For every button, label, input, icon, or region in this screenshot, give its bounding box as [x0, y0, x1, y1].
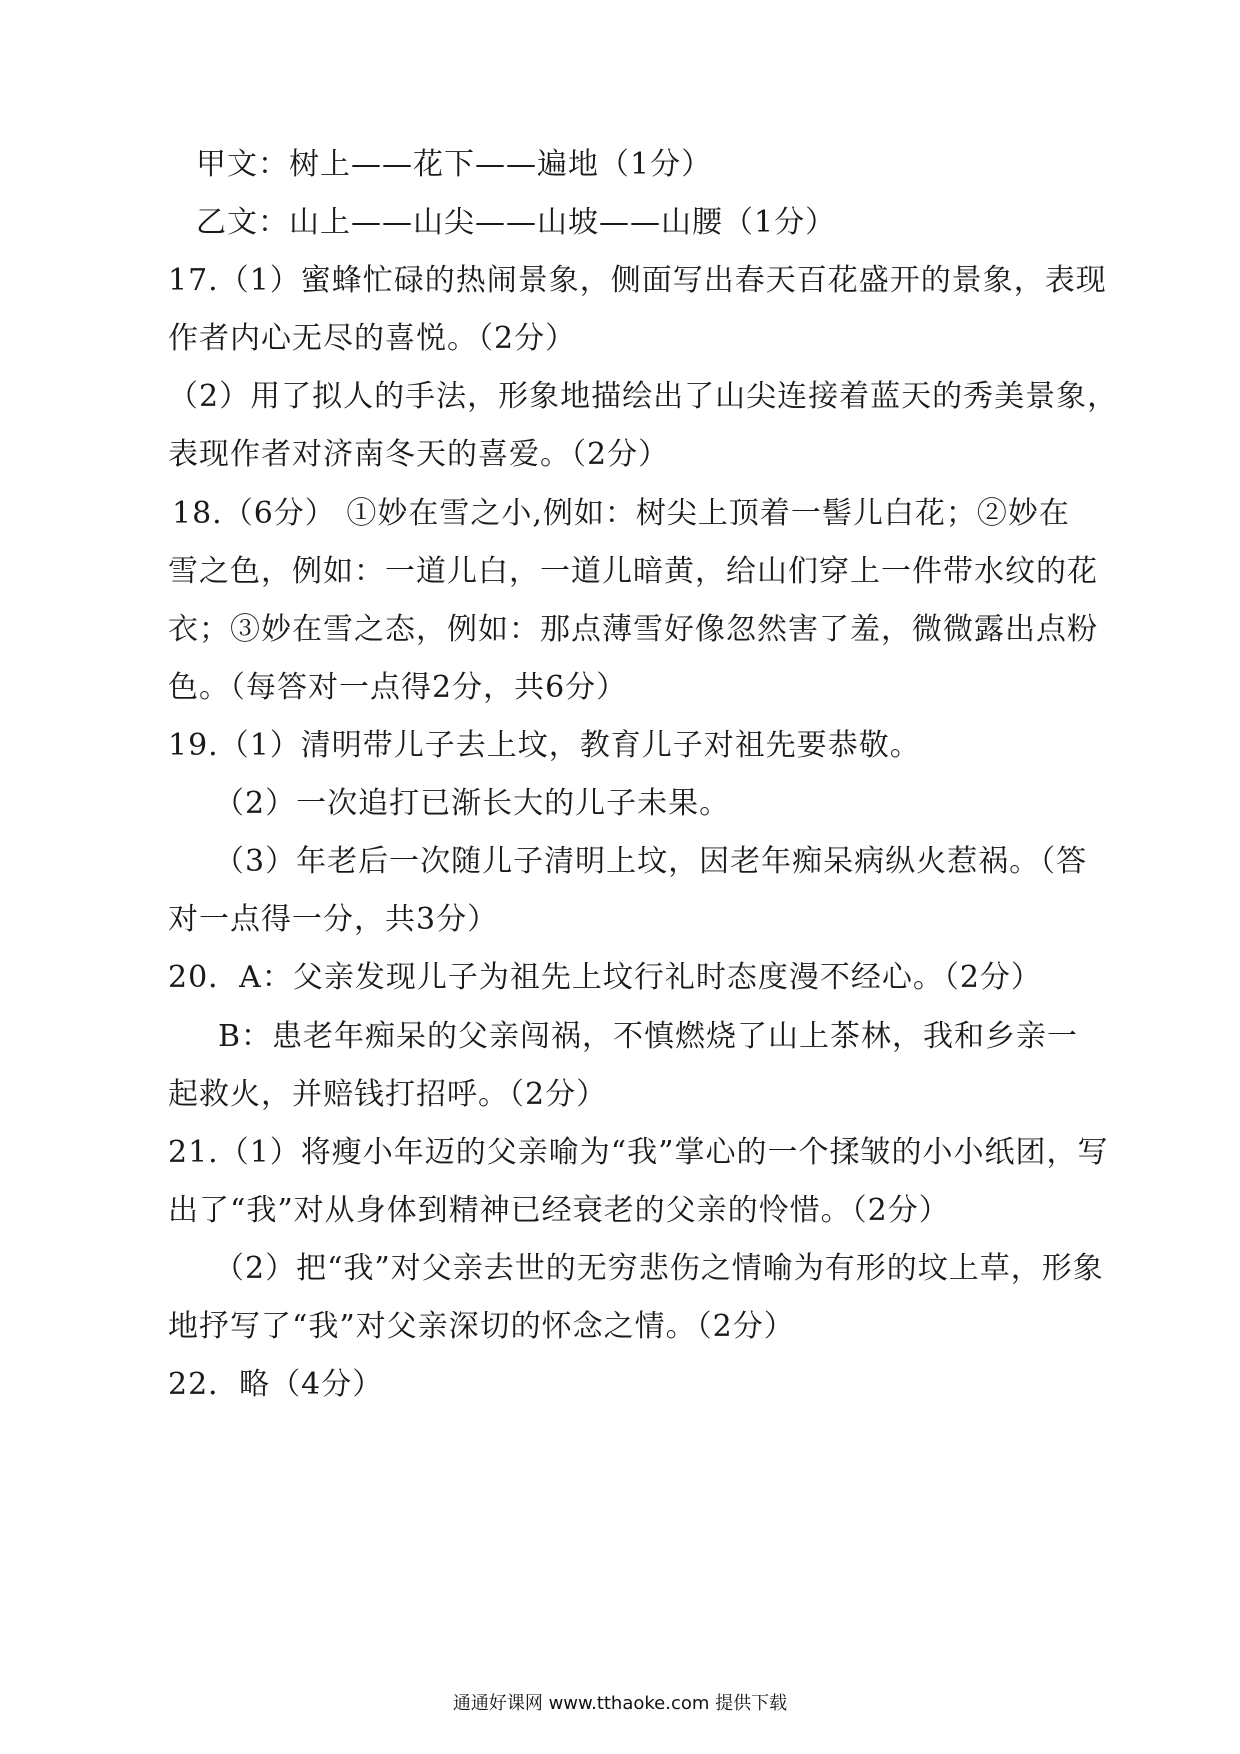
answer-line-1: 甲文：树上——花下——遍地（1分） [196, 147, 713, 182]
answer-line-19: 出了“我”对从身体到精神已经衰老的父亲的怜惜。（2分） [168, 1193, 950, 1228]
answer-line-5: （2）用了拟人的手法，形象地描绘出了山尖连接着蓝天的秀美景象， [168, 379, 1119, 414]
answer-line-9: 衣；③妙在雪之态，例如：那点薄雪好像忽然害了羞，微微露出点粉 [168, 612, 1098, 647]
answer-line-22: 22．略（4分） [168, 1367, 384, 1402]
answer-line-17: 起救火，并赔钱打招呼。（2分） [168, 1077, 608, 1112]
answer-line-14: 对一点得一分，共3分） [168, 902, 499, 937]
answer-line-16: B：患老年痴呆的父亲闯祸，不慎燃烧了山上茶林，我和乡亲一 [218, 1019, 1079, 1054]
answer-line-11: 19.（1）清明带儿子去上坟，教育儿子对祖先要恭敬。 [168, 728, 921, 763]
answer-line-15: 20．A：父亲发现儿子为祖先上坟行礼时态度漫不经心。（2分） [168, 960, 1042, 995]
answer-line-20: （2）把“我”对父亲去世的无穷悲伤之情喻为有形的坟上草，形象 [214, 1251, 1104, 1286]
answer-line-10: 色。（每答对一点得2分，共6分） [168, 670, 628, 705]
answer-line-13: （3）年老后一次随儿子清明上坟，因老年痴呆病纵火惹祸。（答 [214, 844, 1088, 879]
answer-line-2: 乙文：山上——山尖——山坡——山腰（1分） [196, 205, 837, 240]
answer-line-3: 17.（1）蜜蜂忙碌的热闹景象，侧面写出春天百花盛开的景象，表现 [168, 263, 1107, 298]
footer-watermark: 通通好课网 www.tthaoke.com 提供下载 [452, 1693, 788, 1714]
answer-line-6: 表现作者对济南冬天的喜爱。（2分） [168, 437, 670, 472]
answer-line-18: 21.（1）将瘦小年迈的父亲喻为“我”掌心的一个揉皱的小小纸团，写 [168, 1135, 1109, 1170]
answer-line-12: （2）一次追打已渐长大的儿子未果。 [214, 786, 731, 821]
answer-line-4: 作者内心无尽的喜悦。（2分） [168, 321, 577, 356]
answer-line-8: 雪之色，例如：一道儿白，一道儿暗黄，给山们穿上一件带水纹的花 [168, 554, 1098, 589]
answer-line-7: 18.（6分） ①妙在雪之小,例如：树尖上顶着一髻儿白花；②妙在 [172, 496, 1070, 531]
answer-line-21: 地抒写了“我”对父亲深切的怀念之情。（2分） [168, 1309, 795, 1344]
